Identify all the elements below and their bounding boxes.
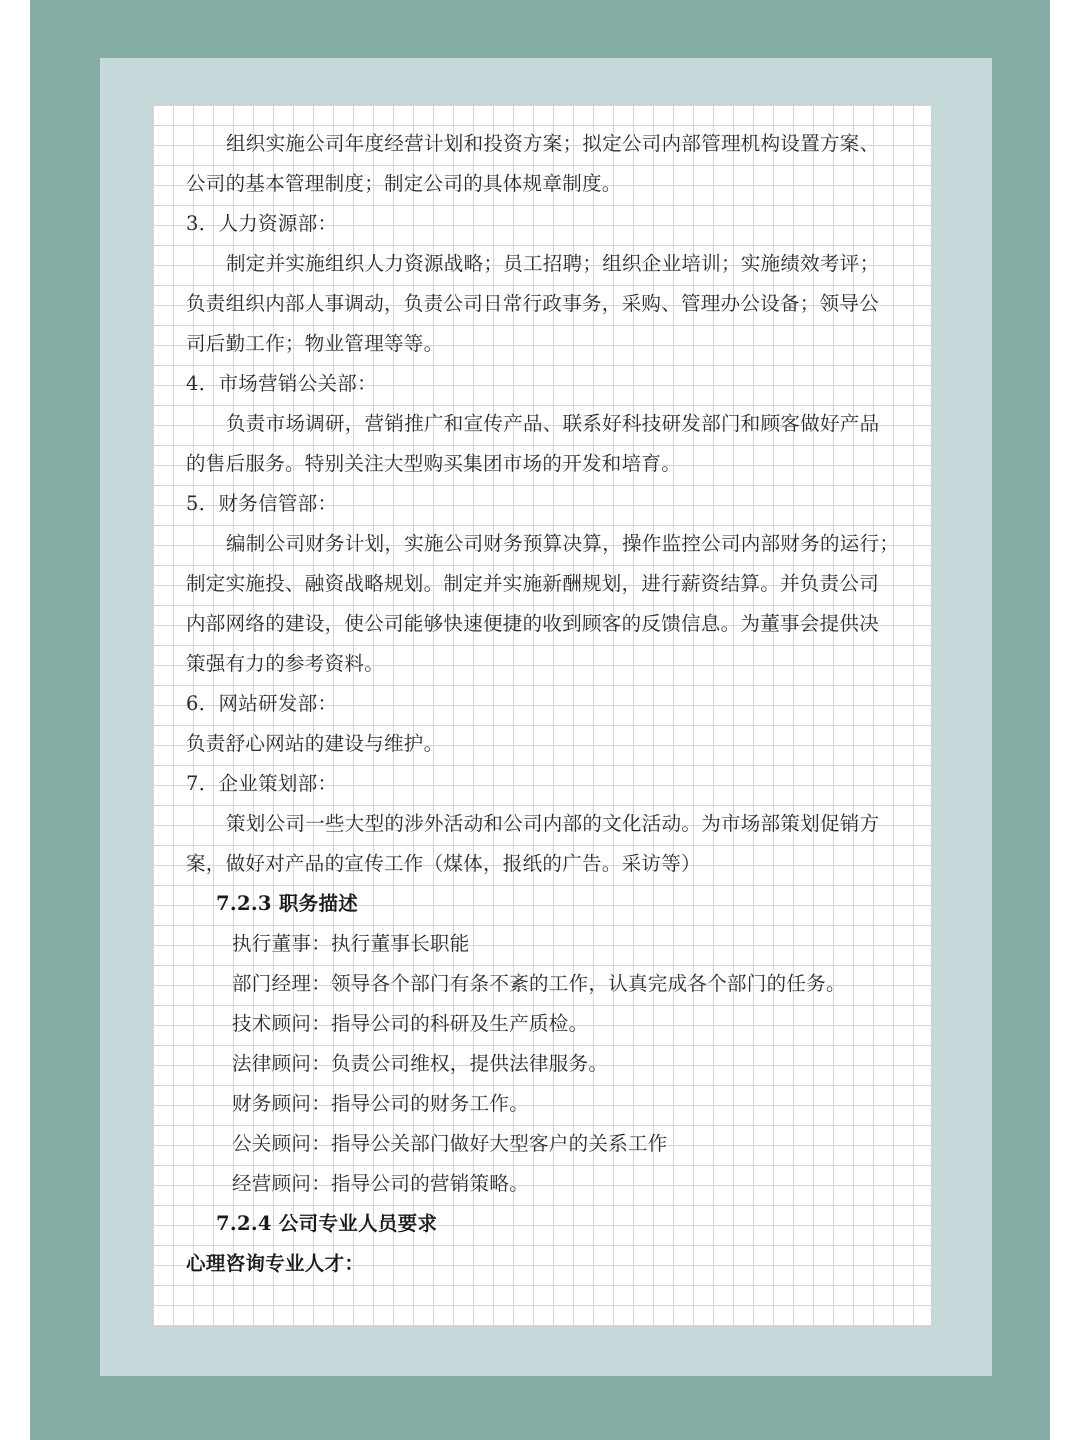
role-description: 法律顾问：负责公司维权，提供法律服务。	[232, 1052, 609, 1075]
text-line: 负责舒心网站的建设与维护。	[186, 732, 444, 755]
text-line: 司后勤工作；物业管理等等。	[186, 332, 444, 355]
text-line: 策划公司一些大型的涉外活动和公司内部的文化活动。为市场部策划促销方	[226, 812, 880, 835]
text-line: 制定并实施组织人力资源战略；员工招聘；组织企业培训；实施绩效考评；	[226, 252, 880, 275]
text-line: 组织实施公司年度经营计划和投资方案；拟定公司内部管理机构设置方案、	[226, 132, 880, 155]
section-heading: 6．网站研发部：	[186, 692, 338, 715]
text-line: 策强有力的参考资料。	[186, 652, 385, 675]
subsection-title: 7.2.3 职务描述	[216, 892, 359, 915]
section-heading: 3．人力资源部：	[186, 212, 338, 235]
section-heading: 5．财务信管部：	[186, 492, 338, 515]
text-line: 负责组织内部人事调动，负责公司日常行政事务，采购、管理办公设备；领导公	[186, 292, 880, 315]
requirement-heading: 心理咨询专业人才：	[186, 1252, 365, 1275]
role-description: 技术顾问：指导公司的科研及生产质检。	[232, 1012, 589, 1035]
text-line: 制定实施投、融资战略规划。制定并实施新酬规划，进行薪资结算。并负责公司	[186, 572, 880, 595]
role-description: 公关顾问：指导公关部门做好大型客户的关系工作	[232, 1132, 668, 1155]
role-description: 财务顾问：指导公司的财务工作。	[232, 1092, 530, 1115]
role-description: 执行董事：执行董事长职能	[232, 932, 470, 955]
text-line: 公司的基本管理制度；制定公司的具体规章制度。	[186, 172, 622, 195]
subsection-title: 7.2.4 公司专业人员要求	[216, 1212, 438, 1235]
text-line: 负责市场调研，营销推广和宣传产品、联系好科技研发部门和顾客做好产品	[226, 412, 880, 435]
role-description: 经营顾问：指导公司的营销策略。	[232, 1172, 530, 1195]
section-heading: 4．市场营销公关部：	[186, 372, 377, 395]
text-line: 编制公司财务计划，实施公司财务预算决算，操作监控公司内部财务的运行；	[226, 532, 900, 555]
text-line: 案，做好对产品的宣传工作（煤体，报纸的广告。采访等）	[186, 852, 701, 875]
role-description: 部门经理：领导各个部门有条不紊的工作，认真完成各个部门的任务。	[232, 972, 846, 995]
text-line: 内部网络的建设，使公司能够快速便捷的收到顾客的反馈信息。为董事会提供决	[186, 612, 880, 635]
section-heading: 7．企业策划部：	[186, 772, 338, 795]
text-line: 的售后服务。特别关注大型购买集团市场的开发和培育。	[186, 452, 682, 475]
